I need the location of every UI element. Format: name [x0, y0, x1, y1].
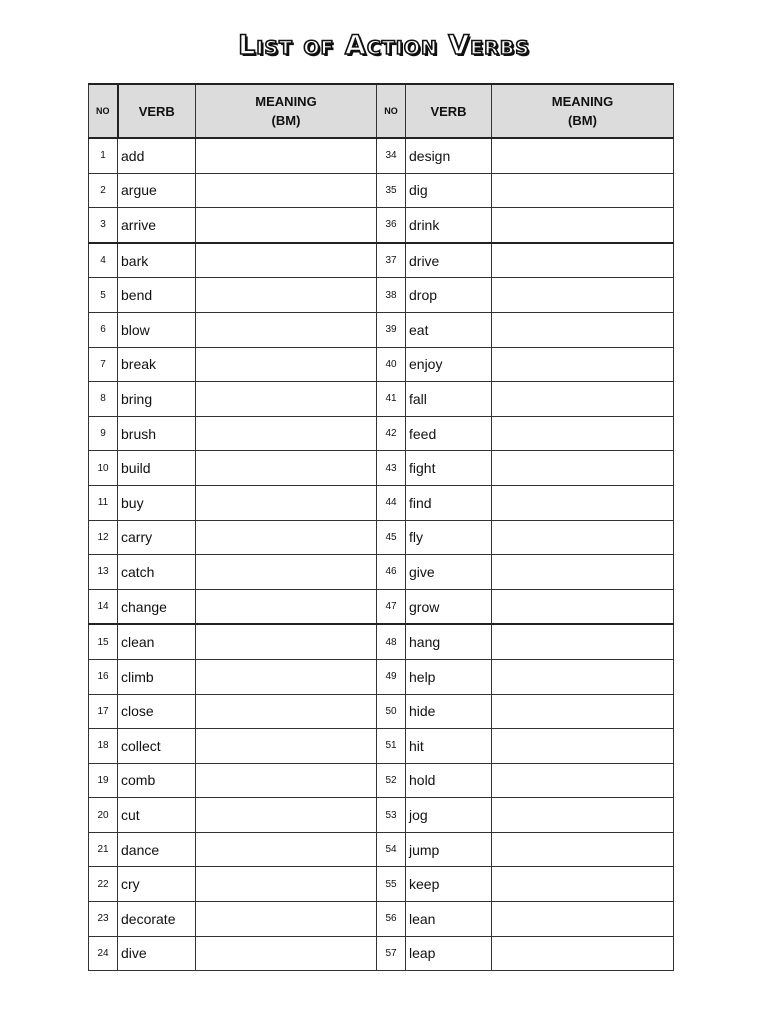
row-number-left: 5	[89, 278, 118, 313]
verb-left: build	[118, 451, 196, 486]
table-row	[89, 589, 674, 624]
meaning-cell-left[interactable]	[196, 485, 377, 520]
meaning-cell-right[interactable]	[492, 520, 674, 555]
row-number-left: 14	[89, 589, 118, 624]
meaning-cell-right[interactable]	[492, 624, 674, 659]
verb-table	[88, 83, 674, 971]
row-number-right: 57	[377, 936, 406, 971]
row-number-left: 1	[89, 138, 118, 173]
table-row	[89, 485, 674, 520]
verb-left: clean	[118, 624, 196, 659]
page-title: List of Action Verbs	[238, 30, 530, 61]
table-row	[89, 173, 674, 208]
verb-left: argue	[118, 173, 196, 208]
verb-left: change	[118, 589, 196, 624]
meaning-cell-left[interactable]	[196, 902, 377, 937]
table-row	[89, 555, 674, 590]
meaning-cell-right[interactable]	[492, 555, 674, 590]
row-number-left: 17	[89, 694, 118, 729]
meaning-cell-right[interactable]	[492, 173, 674, 208]
verb-right: drink	[406, 208, 492, 243]
meaning-cell-left[interactable]	[196, 382, 377, 417]
row-number-left: 23	[89, 902, 118, 937]
meaning-header-line2: (BM)	[568, 113, 597, 128]
meaning-cell-left[interactable]	[196, 173, 377, 208]
table-row	[89, 347, 674, 382]
row-number-left: 10	[89, 451, 118, 486]
verb-left: decorate	[118, 902, 196, 937]
meaning-cell-right[interactable]	[492, 659, 674, 694]
verb-left: bend	[118, 278, 196, 313]
verb-right: hang	[406, 624, 492, 659]
row-number-right: 44	[377, 485, 406, 520]
verb-right: fight	[406, 451, 492, 486]
meaning-cell-right[interactable]	[492, 382, 674, 417]
row-number-left: 16	[89, 659, 118, 694]
table-row	[89, 729, 674, 764]
row-number-right: 37	[377, 243, 406, 278]
meaning-header-line2: (BM)	[271, 113, 301, 128]
verb-right: feed	[406, 416, 492, 451]
column-header-meaning-right	[492, 84, 674, 138]
verb-right: find	[406, 485, 492, 520]
row-number-right: 35	[377, 173, 406, 208]
verb-right: keep	[406, 867, 492, 902]
meaning-cell-left[interactable]	[196, 798, 377, 833]
row-number-right: 41	[377, 382, 406, 417]
table-row	[89, 936, 674, 971]
verb-left: blow	[118, 312, 196, 347]
verb-right: jump	[406, 832, 492, 867]
meaning-header-line1: MEANING	[551, 94, 614, 109]
row-number-left: 15	[89, 624, 118, 659]
verb-right: give	[406, 555, 492, 590]
row-number-right: 36	[377, 208, 406, 243]
row-number-right: 34	[377, 138, 406, 173]
verb-right: drive	[406, 243, 492, 278]
verb-right: eat	[406, 312, 492, 347]
row-number-right: 39	[377, 312, 406, 347]
table-body	[89, 138, 674, 971]
meaning-cell-right[interactable]	[492, 589, 674, 624]
meaning-cell-right[interactable]	[492, 347, 674, 382]
verb-right: hit	[406, 729, 492, 764]
verb-right: grow	[406, 589, 492, 624]
meaning-cell-left[interactable]	[196, 347, 377, 382]
verb-left: cry	[118, 867, 196, 902]
meaning-cell-left[interactable]	[196, 867, 377, 902]
meaning-cell-left[interactable]	[196, 936, 377, 971]
verb-left: buy	[118, 485, 196, 520]
column-header-verb-left: VERB	[118, 84, 196, 138]
row-number-right: 51	[377, 729, 406, 764]
verb-right: hide	[406, 694, 492, 729]
row-number-left: 24	[89, 936, 118, 971]
column-header-no-left: NO	[89, 84, 118, 138]
row-number-right: 56	[377, 902, 406, 937]
row-number-left: 22	[89, 867, 118, 902]
row-number-left: 7	[89, 347, 118, 382]
row-number-left: 11	[89, 485, 118, 520]
row-number-left: 3	[89, 208, 118, 243]
verb-left: comb	[118, 763, 196, 798]
verb-right: leap	[406, 936, 492, 971]
row-number-left: 20	[89, 798, 118, 833]
meaning-cell-right[interactable]	[492, 867, 674, 902]
meaning-cell-left[interactable]	[196, 555, 377, 590]
table-row	[89, 659, 674, 694]
table-row	[89, 624, 674, 659]
verb-left: cut	[118, 798, 196, 833]
table-row	[89, 243, 674, 278]
table-row	[89, 520, 674, 555]
verb-left: collect	[118, 729, 196, 764]
verb-right: enjoy	[406, 347, 492, 382]
meaning-cell-left[interactable]	[196, 589, 377, 624]
verb-right: lean	[406, 902, 492, 937]
meaning-cell-right[interactable]	[492, 936, 674, 971]
row-number-right: 50	[377, 694, 406, 729]
meaning-cell-right[interactable]	[492, 832, 674, 867]
verb-left: arrive	[118, 208, 196, 243]
verb-right: help	[406, 659, 492, 694]
row-number-right: 54	[377, 832, 406, 867]
verb-right: drop	[406, 278, 492, 313]
table-row	[89, 694, 674, 729]
meaning-cell-right[interactable]	[492, 694, 674, 729]
column-header-verb-right: VERB	[406, 84, 492, 138]
meaning-cell-left[interactable]	[196, 138, 377, 173]
row-number-left: 4	[89, 243, 118, 278]
row-number-left: 12	[89, 520, 118, 555]
row-number-right: 47	[377, 589, 406, 624]
verb-left: bark	[118, 243, 196, 278]
verb-right: fall	[406, 382, 492, 417]
table-row	[89, 798, 674, 833]
meaning-cell-right[interactable]	[492, 243, 674, 278]
column-header-no-right: NO	[377, 84, 406, 138]
meaning-cell-right[interactable]	[492, 763, 674, 798]
verb-left: brush	[118, 416, 196, 451]
meaning-cell-right[interactable]	[492, 138, 674, 173]
row-number-right: 52	[377, 763, 406, 798]
verb-left: close	[118, 694, 196, 729]
row-number-right: 40	[377, 347, 406, 382]
meaning-cell-left[interactable]	[196, 659, 377, 694]
row-number-left: 21	[89, 832, 118, 867]
verb-right: jog	[406, 798, 492, 833]
table-row	[89, 451, 674, 486]
meaning-cell-left[interactable]	[196, 208, 377, 243]
meaning-cell-right[interactable]	[492, 416, 674, 451]
meaning-cell-left[interactable]	[196, 694, 377, 729]
verb-left: bring	[118, 382, 196, 417]
verb-right: design	[406, 138, 492, 173]
meaning-cell-left[interactable]	[196, 451, 377, 486]
row-number-right: 45	[377, 520, 406, 555]
meaning-cell-left[interactable]	[196, 520, 377, 555]
row-number-left: 6	[89, 312, 118, 347]
meaning-cell-right[interactable]	[492, 485, 674, 520]
row-number-left: 9	[89, 416, 118, 451]
meaning-cell-right[interactable]	[492, 208, 674, 243]
meaning-header-line1: MEANING	[255, 94, 317, 109]
meaning-cell-left[interactable]	[196, 832, 377, 867]
column-header-meaning-left	[196, 84, 377, 138]
meaning-cell-left[interactable]	[196, 243, 377, 278]
verb-left: dive	[118, 936, 196, 971]
meaning-cell-right[interactable]	[492, 729, 674, 764]
row-number-right: 38	[377, 278, 406, 313]
meaning-cell-left[interactable]	[196, 312, 377, 347]
table-row	[89, 867, 674, 902]
table-row	[89, 902, 674, 937]
table-row	[89, 832, 674, 867]
meaning-cell-right[interactable]	[492, 798, 674, 833]
meaning-cell-left[interactable]	[196, 416, 377, 451]
meaning-cell-right[interactable]	[492, 451, 674, 486]
row-number-left: 18	[89, 729, 118, 764]
meaning-cell-left[interactable]	[196, 763, 377, 798]
meaning-cell-left[interactable]	[196, 624, 377, 659]
verb-left: dance	[118, 832, 196, 867]
verb-left: catch	[118, 555, 196, 590]
verb-left: carry	[118, 520, 196, 555]
table-row	[89, 416, 674, 451]
row-number-right: 53	[377, 798, 406, 833]
row-number-right: 42	[377, 416, 406, 451]
table-row	[89, 138, 674, 173]
verb-right: dig	[406, 173, 492, 208]
verb-right: hold	[406, 763, 492, 798]
meaning-cell-right[interactable]	[492, 902, 674, 937]
meaning-cell-right[interactable]	[492, 312, 674, 347]
table-row	[89, 382, 674, 417]
table-row	[89, 208, 674, 243]
table-row	[89, 278, 674, 313]
row-number-left: 19	[89, 763, 118, 798]
verb-left: break	[118, 347, 196, 382]
row-number-right: 48	[377, 624, 406, 659]
verb-right: fly	[406, 520, 492, 555]
meaning-cell-left[interactable]	[196, 278, 377, 313]
meaning-cell-right[interactable]	[492, 278, 674, 313]
row-number-right: 49	[377, 659, 406, 694]
table-row	[89, 312, 674, 347]
row-number-left: 8	[89, 382, 118, 417]
row-number-left: 2	[89, 173, 118, 208]
header-row	[89, 84, 674, 138]
row-number-right: 55	[377, 867, 406, 902]
table-row	[89, 763, 674, 798]
meaning-cell-left[interactable]	[196, 729, 377, 764]
row-number-right: 46	[377, 555, 406, 590]
row-number-right: 43	[377, 451, 406, 486]
verb-left: add	[118, 138, 196, 173]
verb-left: climb	[118, 659, 196, 694]
row-number-left: 13	[89, 555, 118, 590]
